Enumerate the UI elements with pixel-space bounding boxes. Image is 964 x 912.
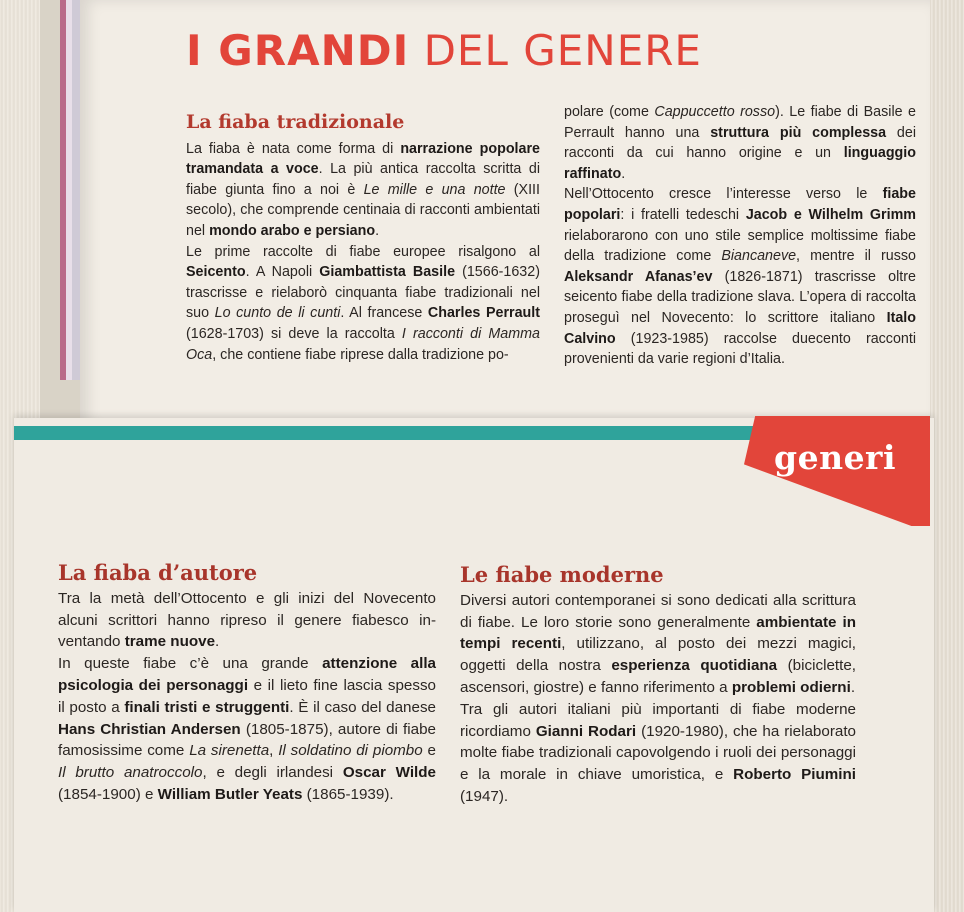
title-bold: I GRANDI (186, 26, 410, 75)
page-title (186, 26, 702, 75)
paragraph: Le prime raccolte di fiabe europee risalgono al Seicento. A Napoli Giambattista Basile (1566-1632) trascrisse e rielaborò cinquanta fiabe tradizionali nel suo Lo cunto de li cunti. Al francese Charles Perrault (1628-1703) si deve la raccolta I racconti di Mamma Oca, che contiene fiabe riprese dalla tradizione po- (186, 243, 540, 363)
paragraph: La fiaba è nata come forma di narrazione popolare tramandata a voce. La più antica raccolta scritta di fiabe giunta fino a noi è Le mille e una notte (XIII secolo), che comprende centinaia di racconti ambientati nel mondo arabo e persiano. (186, 140, 540, 239)
moderne-column (460, 564, 856, 808)
paragraph: Diversi autori contemporanei si sono dedicati alla scrittura di fiabe. Le loro storie sono generalmente ambientate in tempi recenti, utilizzano, al posto dei mezzi magici, oggetti della nostra esperienza quotidiana (biciclette, ascensori, giostre) e fanno riferimento a problemi odierni. (460, 591, 856, 696)
paragraph: Tra gli autori italiani più importanti di fiabe moderne ricordiamo Gianni Rodari (1920-1980), che ha rielaborato molte fiabe tradizionali capovolgendo i ruoli dei personaggi e la morale in chiave umoristica, e Roberto Piumini (1947). (460, 700, 857, 805)
teal-header-bar (14, 426, 794, 440)
section-heading-moderne: Le fiabe moderne (460, 562, 664, 587)
section-tab-label: generi (774, 438, 896, 477)
section-heading-autore: La fiaba d’autore (58, 560, 258, 585)
paragraph: Tra la metà dell’Ottocento e gli inizi del Novecento alcuni scrittori hanno ripreso il genere fiabesco in-ventando trame nuove. (58, 589, 436, 651)
tradizionale-column-2 (564, 102, 916, 370)
paragraph: polare (come Cappuccetto rosso). Le fiabe di Basile e Perrault hanno una struttura più complessa dei racconti da cui hanno origine e un linguaggio raffinato. (564, 104, 916, 182)
title-rest: DEL GENERE (409, 26, 702, 75)
paragraph: Nell’Ottocento cresce l’interesse verso le fiabe popolari: i fratelli tedeschi Jacob e Wilhelm Grimm rielaborarono con uno stile semplice moltissime fiabe della tradizione come Biancaneve, mentre il russo Aleksandr Afanas’ev (1826-1871) trascrisse oltre seicento fiabe della tradizione slava. L’opera di raccolta proseguì nel Novecento: lo scrittore italiano Italo Calvino (1923-1985) raccolse duecento racconti provenienti da varie regioni d’Italia. (564, 186, 916, 368)
tradizionale-column-1 (186, 112, 540, 365)
section-heading-tradizionale: La fiaba tradizionale (186, 111, 405, 133)
paragraph: In queste fiabe c’è una grande attenzione alla psicologia dei personaggi e il lieto fine lascia spesso il posto a finali tristi e struggenti. È il caso del danese Hans Christian Andersen (1805-1875), autore di fiabe famosissime come La sirenetta, Il soldatino di piombo e Il brutto anatroccolo, e degli irlandesi Oscar Wilde (1854-1900) e William Butler Yeats (1865-1939). (58, 655, 436, 803)
autore-column (58, 562, 436, 806)
